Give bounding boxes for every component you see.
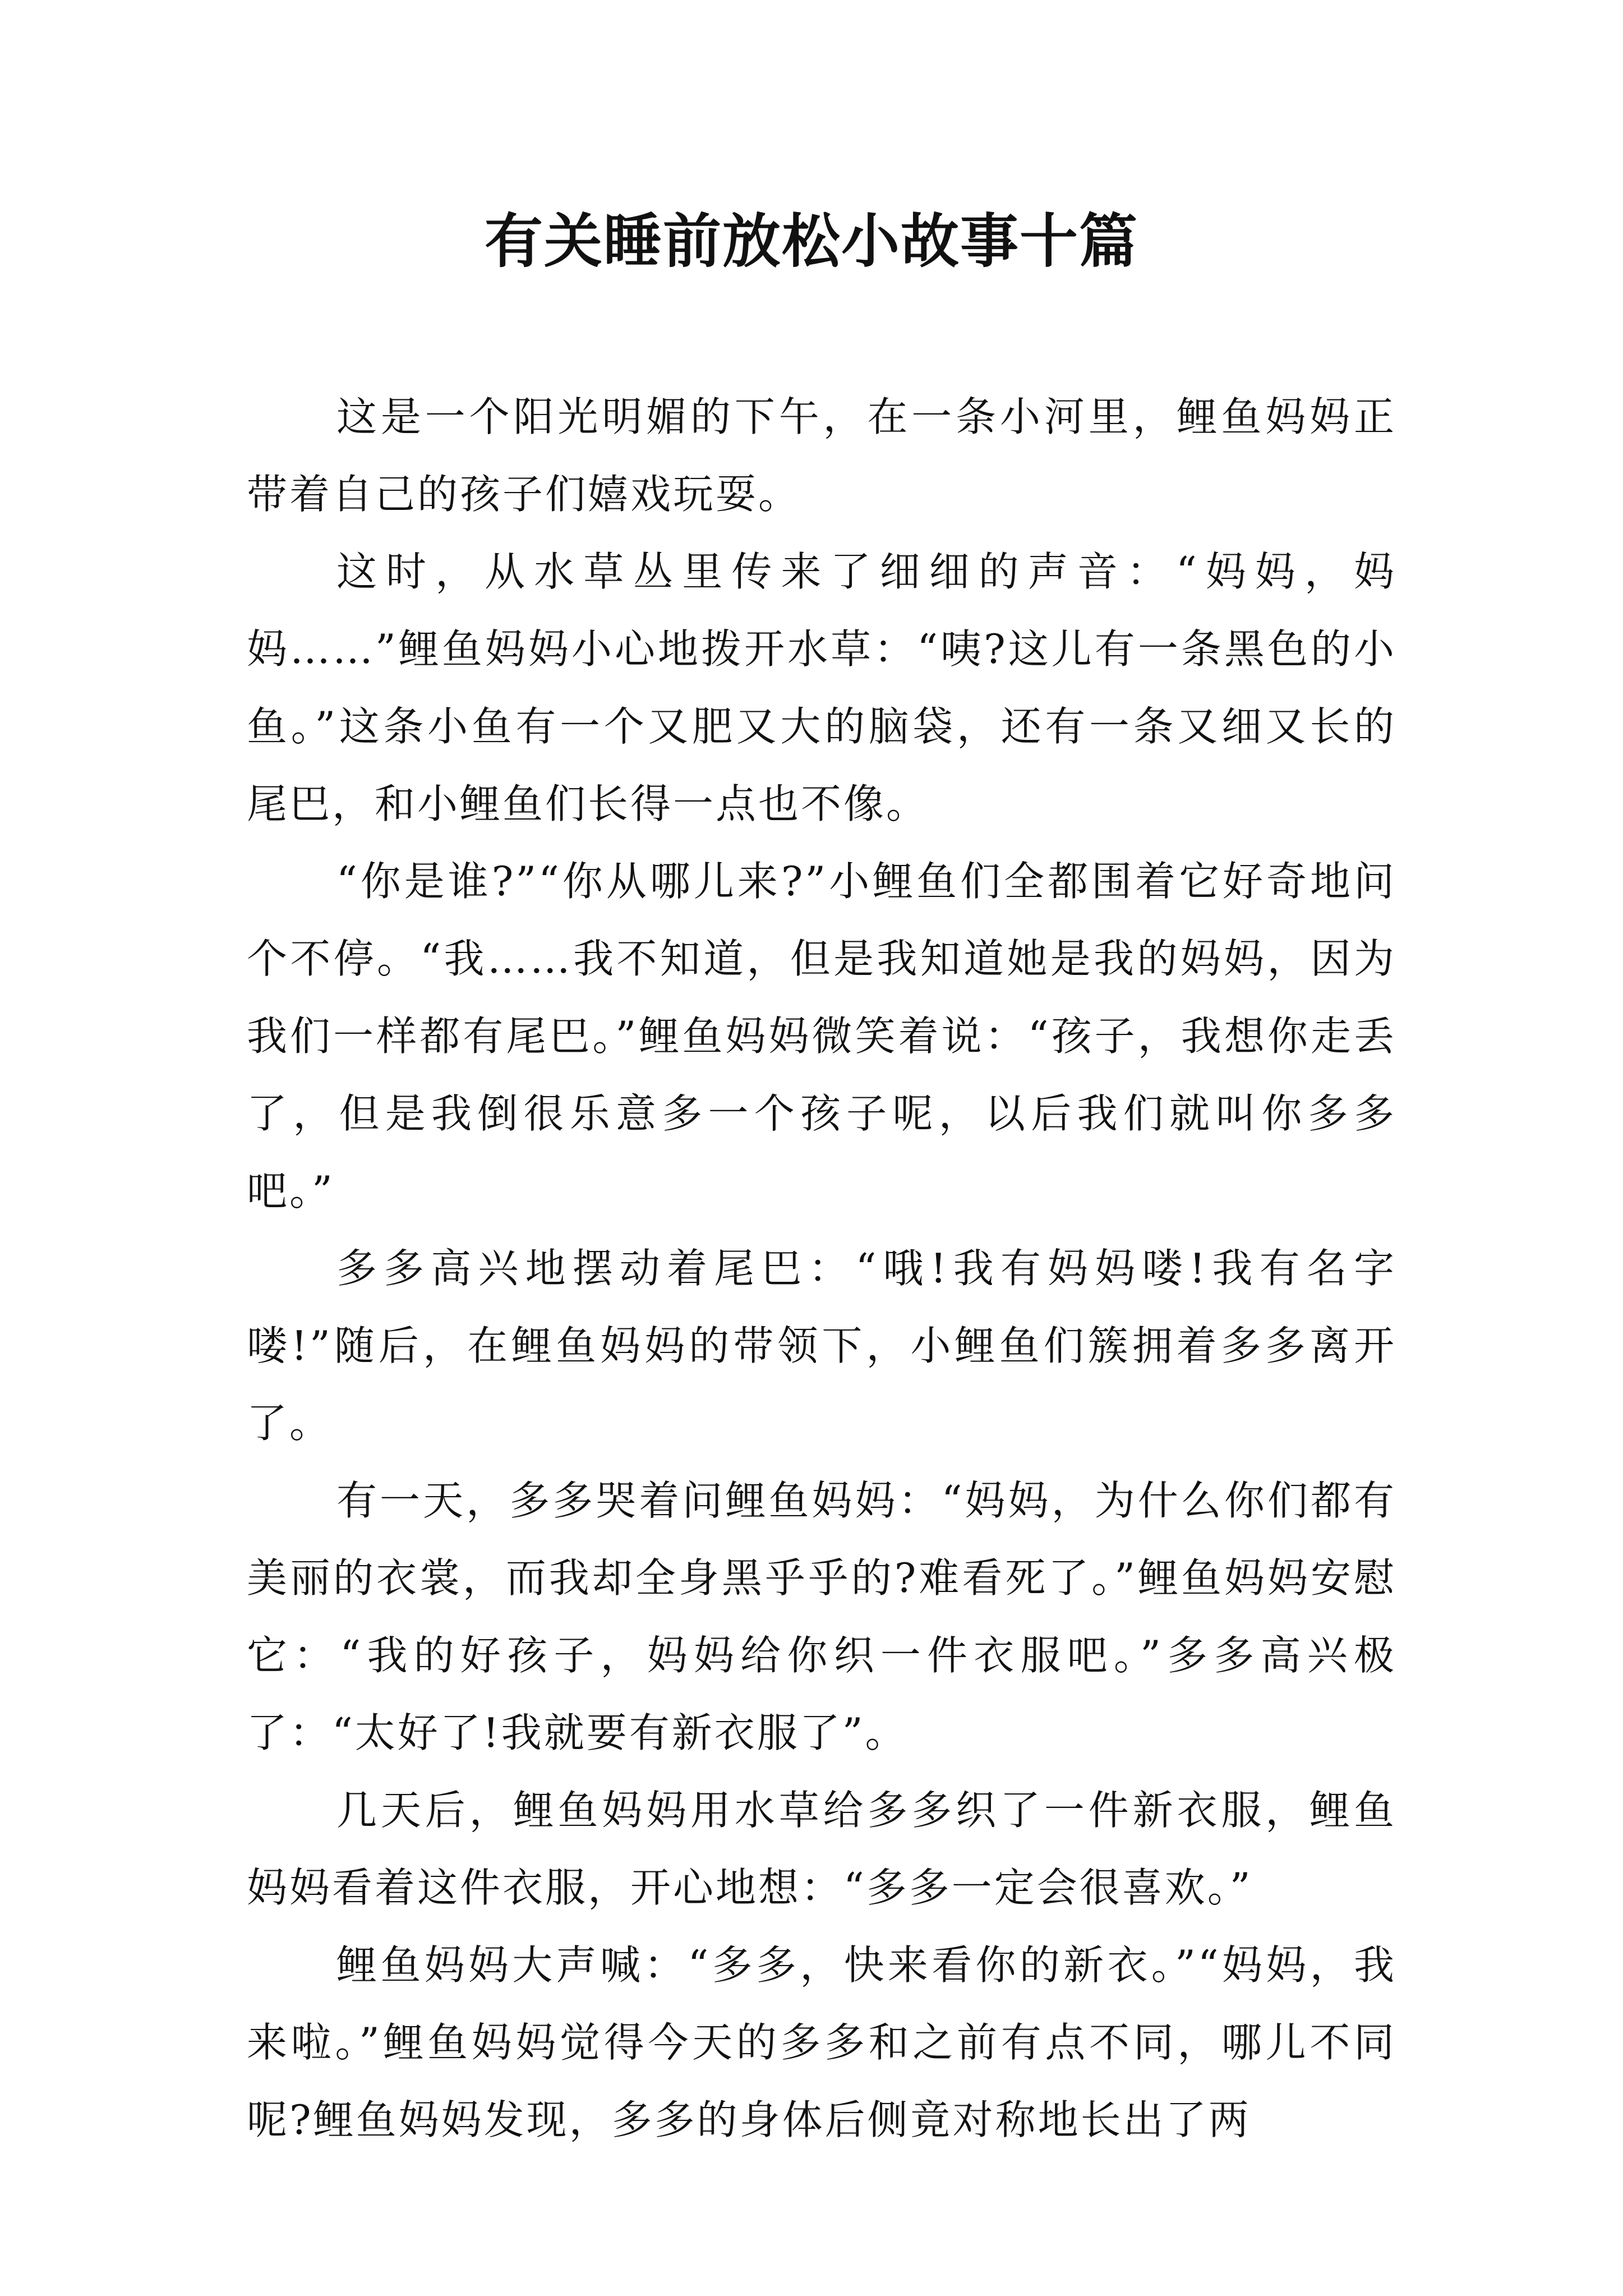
paragraph: 鲤鱼妈妈大声喊：“多多，快来看你的新衣。”“妈妈，我来啦。”鲤鱼妈妈觉得今天的多多和之前有点不同，哪儿不同呢?鲤鱼妈妈发现，多多的身体后侧竟对称地长出了两 [247,1941,1396,2143]
paragraph: 几天后，鲤鱼妈妈用水草给多多织了一件新衣服，鲤鱼妈妈看着这件衣服，开心地想：“多多一定会很喜欢。” [247,1787,1396,1911]
document-body [247,378,1396,2159]
paragraph: 有一天，多多哭着问鲤鱼妈妈：“妈妈，为什么你们都有美丽的衣裳，而我却全身黑乎乎的?难看死了。”鲤鱼妈妈安慰它：“我的好孩子，妈妈给你织一件衣服吧。”多多高兴极了：“太好了!我就要有新衣服了”。 [247,1477,1396,1756]
paragraph: 这时，从水草丛里传来了细细的声音：“妈妈，妈妈……”鲤鱼妈妈小心地拨开水草：“咦?这儿有一条黑色的小鱼。”这条小鱼有一个又肥又大的脑袋，还有一条又细又长的尾巴，和小鲤鱼们长得一点也不像。 [247,548,1396,827]
paragraph: “你是谁?”“你从哪儿来?”小鲤鱼们全都围着它好奇地问个不停。“我……我不知道，但是我知道她是我的妈妈，因为我们一样都有尾巴。”鲤鱼妈妈微笑着说：“孩子，我想你走丢了，但是我倒很乐意多一个孩子呢，以后我们就叫你多多吧。” [247,858,1396,1214]
document-title: 有关睡前放松小故事十篇 [484,206,1138,275]
paragraph: 这是一个阳光明媚的下午，在一条小河里，鲤鱼妈妈正带着自己的孩子们嬉戏玩耍。 [247,393,1396,518]
paragraph: 多多高兴地摆动着尾巴：“哦!我有妈妈喽!我有名字喽!”随后，在鲤鱼妈妈的带领下，小鲤鱼们簇拥着多多离开了。 [247,1245,1396,1447]
